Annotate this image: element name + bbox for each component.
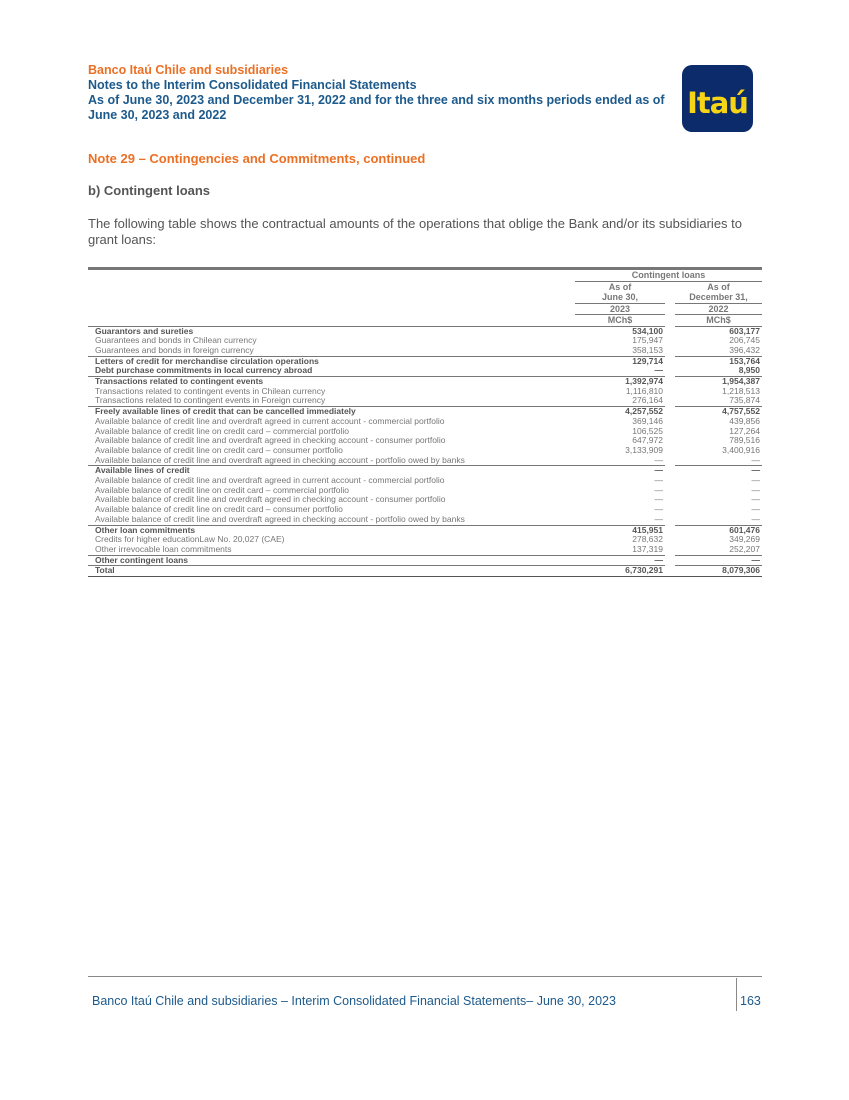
gap [665, 387, 675, 397]
table-row [88, 545, 762, 555]
row-label: Available balance of credit line and overdraft agreed in checking account - consumer portfolio [95, 495, 446, 505]
table-body [88, 326, 762, 577]
table-row [88, 466, 762, 476]
gap [665, 407, 675, 417]
value-2022: — [751, 485, 760, 495]
value-2022: — [751, 455, 760, 465]
col1-header-l1: As of [608, 281, 632, 292]
table-row [88, 476, 762, 486]
value-2022: — [751, 495, 760, 505]
gap [665, 446, 675, 456]
row-label: Other irrevocable loan commitments [95, 544, 232, 554]
group-header: Contingent loans [575, 270, 762, 281]
gap [665, 436, 675, 446]
value-2022: 349,269 [729, 535, 760, 545]
value-2022: 601,476 [675, 525, 762, 535]
gap [665, 486, 675, 496]
page-header [88, 63, 678, 123]
table-row [88, 486, 762, 496]
row-label: Total [88, 566, 575, 577]
table-row [88, 366, 762, 376]
row-label: Available balance of credit line and overdraft agreed in checking account - consumer portfolio [95, 436, 446, 446]
table-row [88, 566, 762, 577]
gap [665, 377, 675, 387]
value-2023: — [654, 514, 663, 524]
row-label: Available balance of credit line and overdraft agreed in current account - commercial portfolio [95, 476, 445, 486]
value-2022: 1,218,513 [722, 386, 760, 396]
value-2022: — [675, 555, 762, 566]
gap [665, 346, 675, 356]
table-row [88, 407, 762, 417]
gap [665, 545, 675, 555]
value-2023: 3,133,909 [625, 445, 663, 455]
table-row [88, 346, 762, 356]
value-2023: 175,947 [632, 336, 663, 346]
logo-text: Itaú [687, 86, 748, 120]
value-2022: 8,950 [738, 366, 760, 376]
row-label: Other loan commitments [88, 525, 575, 535]
table-row [88, 446, 762, 456]
gap [665, 427, 675, 437]
value-2023: 369,146 [632, 416, 663, 426]
col1-header-l2: June 30, [575, 292, 665, 303]
table-row [88, 515, 762, 525]
gap [665, 456, 675, 466]
value-2023: — [654, 485, 663, 495]
col2-header-l1: As of [707, 281, 730, 292]
value-2023: — [654, 495, 663, 505]
row-label: Credits for higher educationLaw No. 20,027 (CAE) [95, 535, 285, 545]
row-label: Debt purchase commitments in local currency abroad [95, 366, 313, 376]
value-2022: 8,079,306 [675, 566, 762, 577]
col1-header-l3: 2023 [575, 303, 665, 315]
page-number: 163 [740, 994, 761, 1008]
value-2022: — [675, 466, 762, 476]
col2-header-l4: MCh$ [706, 315, 731, 325]
table-row [88, 336, 762, 346]
value-2023: — [654, 505, 663, 515]
value-2023: — [575, 466, 665, 476]
gap [665, 336, 675, 346]
gap [665, 476, 675, 486]
company-name: Banco Itaú Chile and subsidiaries [88, 63, 289, 77]
value-2023: — [654, 366, 663, 376]
col1-header-l4: MCh$ [607, 315, 633, 325]
value-2023: 647,972 [632, 436, 663, 446]
gap [665, 495, 675, 505]
value-2022: 603,177 [675, 326, 762, 336]
section-title: b) Contingent loans [88, 183, 211, 198]
value-2023: 415,951 [575, 525, 665, 535]
row-label: Other contingent loans [88, 555, 575, 566]
footer-text: Banco Itaú Chile and subsidiaries – Interim Consolidated Financial Statements– June 30, 2023 [92, 994, 616, 1008]
table-row [88, 427, 762, 437]
gap [665, 366, 675, 376]
row-label: Letters of credit for merchandise circulation operations [88, 356, 575, 366]
footer-separator [736, 978, 737, 1011]
table-row [88, 456, 762, 466]
gap [665, 417, 675, 427]
contingent-loans-table [88, 267, 762, 577]
gap [665, 466, 675, 476]
row-label: Guarantees and bonds in foreign currency [95, 345, 254, 355]
col2-header-l2: December 31, [675, 292, 762, 303]
value-2023: 106,525 [632, 426, 663, 436]
value-2022: 396,432 [729, 345, 760, 355]
value-2022: — [751, 505, 760, 515]
gap [665, 515, 675, 525]
table-row [88, 356, 762, 366]
table-row [88, 387, 762, 397]
reporting-period: As of June 30, 2023 and December 31, 2022 and for the three and six months periods ended as of June 30, 2023 and 2022 [88, 93, 665, 122]
value-2023: 137,319 [632, 544, 663, 554]
table-row [88, 555, 762, 566]
row-label: Available balance of credit line on credit card – commercial portfolio [95, 485, 350, 495]
table-row [88, 377, 762, 387]
value-2023: 1,116,810 [625, 386, 663, 396]
table-row [88, 326, 762, 336]
row-label: Available balance of credit line and overdraft agreed in checking account - portfolio owed by banks [95, 455, 465, 465]
row-label: Transactions related to contingent events in Foreign currency [95, 396, 326, 406]
value-2022: 252,207 [729, 544, 760, 554]
row-label: Available balance of credit line on credit card – consumer portfolio [95, 505, 343, 515]
value-2023: — [654, 455, 663, 465]
table-row [88, 525, 762, 535]
value-2022: 153,764 [675, 356, 762, 366]
value-2023: — [654, 476, 663, 486]
table-row [88, 505, 762, 515]
value-2022: 3,400,916 [722, 445, 760, 455]
row-label: Guarantees and bonds in Chilean currency [95, 336, 257, 346]
document-title: Notes to the Interim Consolidated Financial Statements [88, 78, 417, 92]
table-row [88, 495, 762, 505]
footer-rule [88, 976, 762, 977]
intro-paragraph: The following table shows the contractual amounts of the operations that oblige the Bank and/or its subsidiaries to grant loans: [88, 216, 742, 247]
value-2022: 1,954,387 [675, 377, 762, 387]
table-row [88, 417, 762, 427]
row-label: Transactions related to contingent events in Chilean currency [95, 386, 326, 396]
value-2023: 534,100 [575, 326, 665, 336]
itau-logo [682, 65, 753, 132]
value-2022: 4,757,552 [675, 407, 762, 417]
value-2022: 789,516 [729, 436, 760, 446]
value-2023: 129,714 [575, 356, 665, 366]
gap [665, 356, 675, 366]
value-2023: 6,730,291 [575, 566, 665, 577]
row-label: Available balance of credit line on credit card – consumer portfolio [95, 445, 343, 455]
row-label: Available balance of credit line on credit card – commercial portfolio [95, 426, 350, 436]
row-label: Available balance of credit line and overdraft agreed in current account - commercial portfolio [95, 416, 445, 426]
value-2023: 1,392,974 [575, 377, 665, 387]
row-label: Available balance of credit line and overdraft agreed in checking account - portfolio owed by banks [95, 514, 465, 524]
col2-header-l3: 2022 [675, 303, 762, 315]
row-label: Available lines of credit [88, 466, 575, 476]
table-row [88, 436, 762, 446]
value-2023: — [575, 555, 665, 566]
value-2023: 358,153 [632, 345, 663, 355]
gap [665, 396, 675, 406]
note-title: Note 29 – Contingencies and Commitments, continued [88, 151, 426, 166]
value-2022: 206,745 [729, 336, 760, 346]
value-2023: 276,164 [632, 396, 663, 406]
row-label: Guarantors and sureties [88, 326, 575, 336]
gap [665, 535, 675, 545]
gap [665, 326, 675, 336]
gap [665, 566, 675, 577]
value-2022: 127,264 [729, 426, 760, 436]
value-2023: 4,257,552 [575, 407, 665, 417]
value-2023: 278,632 [632, 535, 663, 545]
value-2022: — [751, 514, 760, 524]
gap [665, 555, 675, 566]
table-row [88, 396, 762, 406]
gap [665, 525, 675, 535]
value-2022: 735,874 [729, 396, 760, 406]
value-2022: — [751, 476, 760, 486]
value-2022: 439,856 [729, 416, 760, 426]
row-label: Transactions related to contingent events [88, 377, 575, 387]
row-label: Freely available lines of credit that can be cancelled immediately [88, 407, 575, 417]
table-row [88, 535, 762, 545]
gap [665, 505, 675, 515]
